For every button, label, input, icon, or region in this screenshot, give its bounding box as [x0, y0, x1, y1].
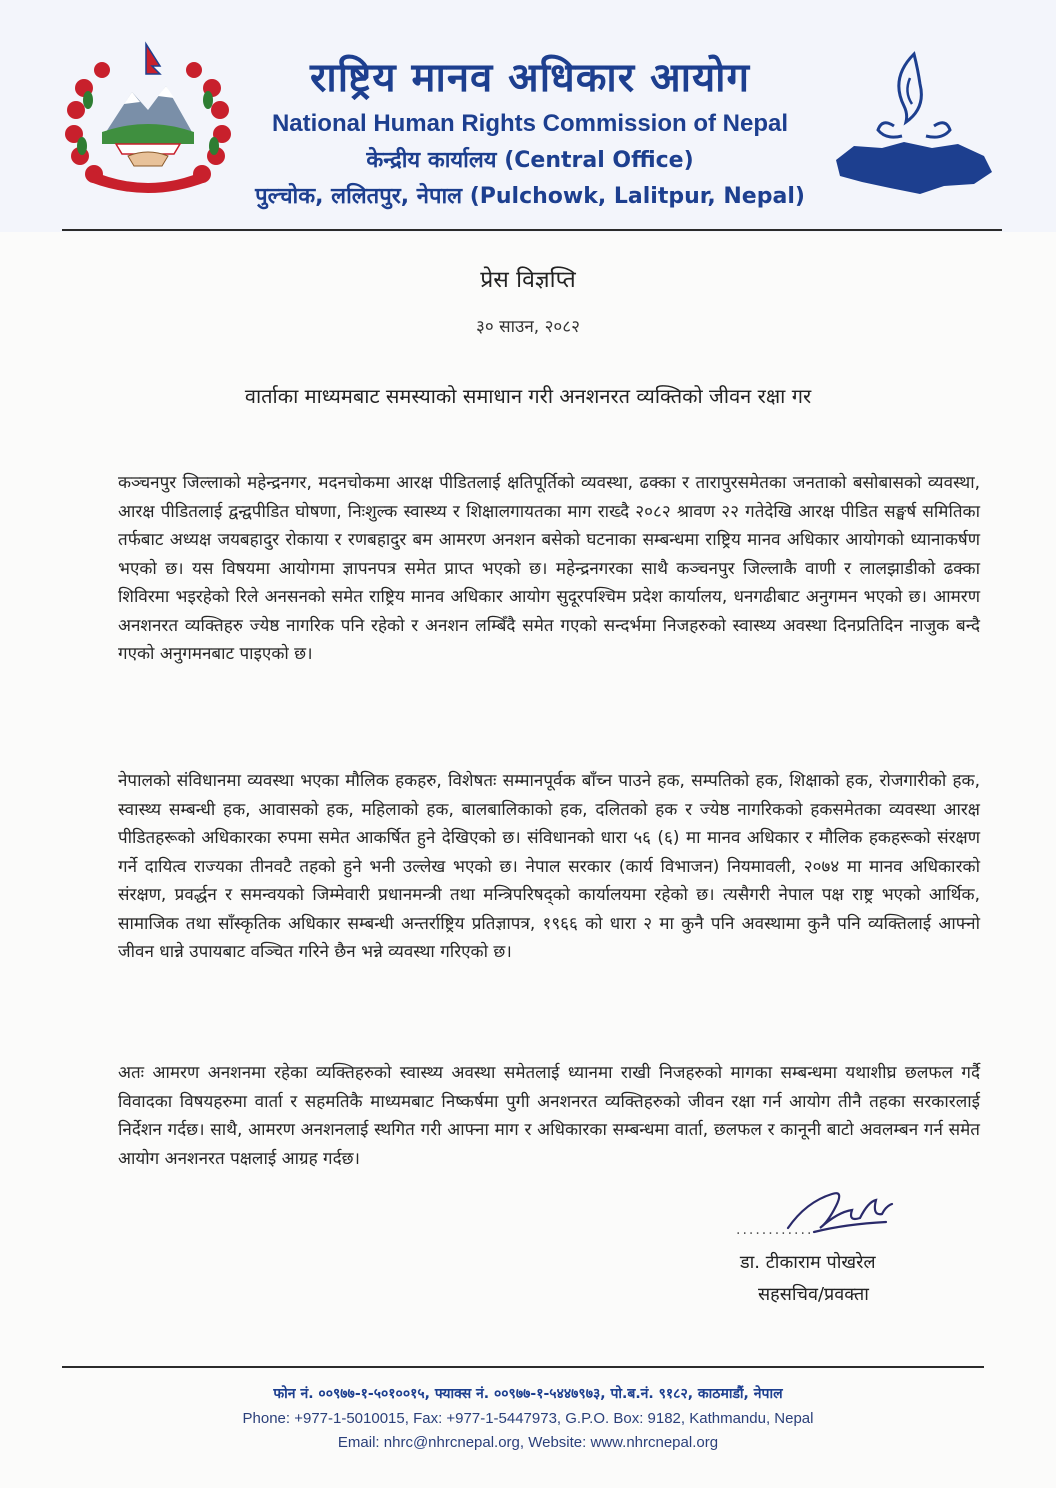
- footer-email-website: Email: nhrc@nhrcnepal.org, Website: www.nhrcnepal.org: [337, 1434, 719, 1451]
- footer-contact-nepali: फोन नं. ००९७७-१-५०१००१५, फ्याक्स नं. ००९७७-१-५४४७९७३, पो.ब.नं. ९१८२, काठमाडौं, नेपाल: [273, 1386, 783, 1402]
- org-name-english: National Human Rights Commission of Nepal: [271, 110, 789, 137]
- body-paragraph-3: अतः आमरण अनशनमा रहेका व्यक्तिहरुको स्वास्थ्य अवस्था समेतलाई ध्यानमा राखी निजहरुको मागका सम्बन्धमा यथाशीघ्र छलफल गर्दै विवादका विषयहरुमा वार्ता र सहमतिकै माध्यमबाट निष्कर्षमा पुगी अनशनरत व्यक्तिहरुको जीवन रक्षा गर्न आयोग तीनै तहका सरकारलाई निर्देशन गर्दछ। साथै, आमरण अनशनलाई स्थगित गरी आफ्ना माग र अधिकारका सम्बन्धमा वार्ता, छलफल र कानूनी बाटो अवलम्बन गर्न समेत आयोग अनशनरत पक्षलाई आग्रह गर्दछ।: [118, 1063, 980, 1169]
- org-name-nepali: राष्ट्रिय मानव अधिकार आयोग: [309, 55, 751, 101]
- office-address: पुल्चोक, ललितपुर, नेपाल (Pulchowk, Lalitpur, Nepal): [255, 184, 805, 209]
- signature-line: ............: [736, 1222, 814, 1238]
- signatory-name: डा. टीकाराम पोखरेल: [740, 1252, 876, 1273]
- footer-divider: [62, 1366, 984, 1368]
- signatory-title: सहसचिव/प्रवक्ता: [758, 1284, 869, 1305]
- office-name: केन्द्रीय कार्यालय (Central Office): [366, 148, 694, 173]
- footer-contact-english: Phone: +977-1-5010015, Fax: +977-1-5447973, G.P.O. Box: 9182, Kathmandu, Nepal: [242, 1410, 814, 1427]
- document-date: ३० साउन, २०८२: [476, 317, 580, 337]
- document-type: प्रेस विज्ञप्ति: [480, 267, 576, 293]
- body-paragraph-2: नेपालको संविधानमा व्यवस्था भएका मौलिक हकहरु, विशेषतः सम्मानपूर्वक बाँच्न पाउने हक, सम्पतिको हक, शिक्षाको हक, रोजगारीको हक, स्वास्थ्य सम्बन्धी हक, आवासको हक, महिलाको हक, बालबालिकाको हक, दलितको हक र ज्येष्ठ नागरिकको हकसमेतका व्यवस्था आरक्ष पीडितहरूको अधिकारका रुपमा समेत आकर्षित हुने देखिएको छ। संविधानको धारा ५६ (६) मा मानव अधिकार र मौलिक हकहरूको संरक्षण गर्ने दायित्व राज्यका तीनवटै तहको हुने भनी उल्लेख भएको छ। नेपाल सरकार (कार्य विभाजन) नियमावली, २०७४ मा मानव अधिकारको संरक्षण, प्रवर्द्धन र समन्वयको जिम्मेवारी प्रधानमन्त्री तथा मन्त्रिपरिषद्को कार्यालयमा रहेको छ। त्यसैगरी नेपाल पक्ष राष्ट्र भएको आर्थिक, सामाजिक तथा साँस्कृतिक अधिकार सम्बन्धी अन्तर्राष्ट्रिय प्रतिज्ञापत्र, १९६६ को धारा २ मा कुनै पनि अवस्थामा कुनै पनि व्यक्तिलाई आफ्नो जीवन धान्ने उपायबाट वञ्चित गरिने छैन भन्ने व्यवस्था गरिएको छ।: [118, 771, 980, 962]
- nhrc-flame-map-logo-icon: [824, 48, 1000, 208]
- nepal-government-emblem-icon: [62, 40, 234, 198]
- press-release-headline: वार्ताका माध्यमबाट समस्याको समाधान गरी अनशनरत व्यक्तिको जीवन रक्षा गर: [244, 384, 812, 408]
- handwritten-signature-icon: [736, 1172, 906, 1252]
- body-paragraph-1: कञ्चनपुर जिल्लाको महेन्द्रनगर, मदनचोकमा आरक्ष पीडितलाई क्षतिपूर्तिको व्यवस्था, ढक्का र तारापुरसमेतका जनताको बसोबासको व्यवस्था, आरक्ष पीडितलाई द्वन्द्वपीडित घोषणा, निःशुल्क स्वास्थ्य र शिक्षालगायतका माग राख्दै २०८२ श्रावण २२ गतेदेखि आरक्ष पीडित सङ्घर्ष समितिका तर्फबाट अध्यक्ष जयबहादुर रोकाया र रणबहादुर बम आमरण अनशन बसेको घटनाका सम्बन्धमा राष्ट्रिय मानव अधिकार आयोगको ध्यानाकर्षण भएको छ। यस विषयमा आयोगमा ज्ञापनपत्र समेत प्राप्त भएको छ। महेन्द्रनगरका साथै कञ्चनपुर जिल्लाकै वाणी र लालझाडीको ढक्का शिविरमा भइरहेको रिले अनसनको समेत राष्ट्रिय मानव अधिकार आयोग सुदूरपश्चिम प्रदेश कार्यालय, धनगढीबाट अनुगमन भएको छ। आमरण अनशनरत व्यक्तिहरु ज्येष्ठ नागरिक पनि रहेको र अनशन लम्बिँदै समेत गएको सन्दर्भमा निजहरुको स्वास्थ्य अवस्था दिनप्रतिदिन नाजुक बन्दै गएको अनुगमनबाट पाइएको छ।: [118, 473, 980, 664]
- header-divider: [62, 229, 1002, 231]
